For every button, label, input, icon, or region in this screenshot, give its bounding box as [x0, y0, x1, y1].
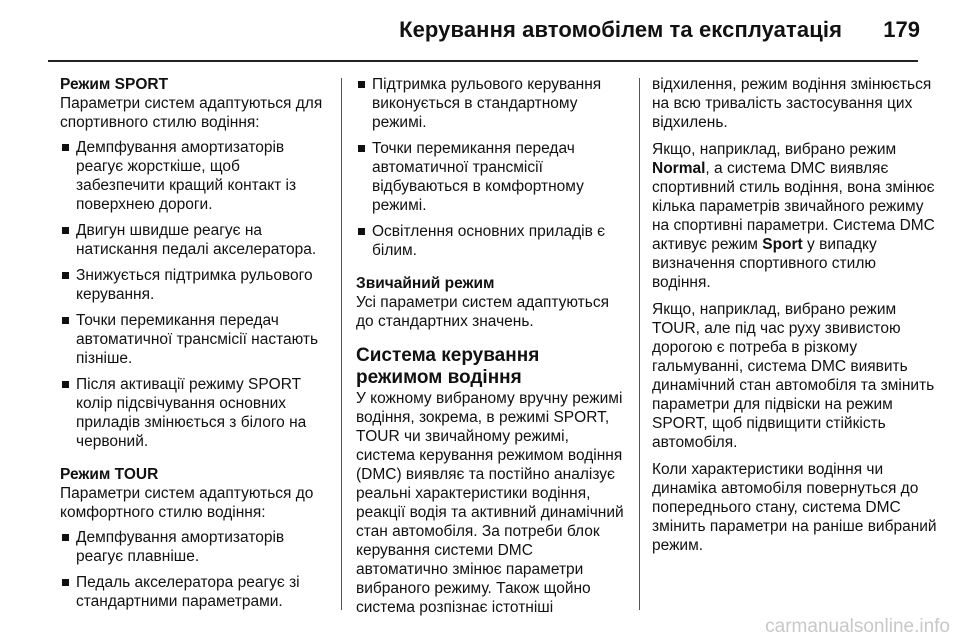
sport-intro: Параметри систем адаптуються для спортивного стилю водіння:: [60, 95, 323, 131]
column-3: [652, 75, 938, 563]
paragraph-normal-example: [652, 140, 938, 292]
text-run: Якщо, наприклад, вибрано режим: [652, 141, 897, 158]
tour-list-continued: [356, 75, 628, 260]
column-divider-1: [341, 78, 342, 610]
header-divider: [48, 60, 918, 62]
list-item: Точки перемикання передач автоматичної трансмісії відбуваються в комфортному режимі.: [356, 139, 628, 215]
normal-heading: Звичайний режим: [356, 275, 495, 292]
list-item: Після активації режиму SPORT колір підсвічування основних приладів змінюється з білого на червоний.: [60, 375, 328, 451]
section-tour: [60, 465, 328, 611]
list-item: Точки перемикання передач автоматичної трансмісії настають пізніше.: [60, 311, 328, 368]
text-run: , а система DMC виявляє спортивний стиль водіння, вона змінює кілька параметрів звичайного режиму на спортивні параметри. Система DMC активує режим: [652, 160, 935, 253]
control-text: У кожному вибраному вручну режимі водіння, зокрема, в режимі SPORT, TOUR чи звичайному режимі, система керування режимом водіння (DMC) виявляє та постійно аналізує реальні характеристики водіння, реакції водія та активний динамічний стан автомобіля. За потреби блок керування системи DMC автоматично змінює параметри вибраного режиму. Також щойно система розпізнає істотніші: [356, 390, 624, 616]
page-number: 179: [883, 17, 920, 42]
control-heading: Система керування режимом водіння: [356, 345, 540, 388]
tour-intro: Параметри систем адаптуються до комфортного стилю водіння:: [60, 485, 314, 521]
page-title: Керування автомобілем та експлуатація: [399, 17, 842, 42]
watermark: carmanualsonline.info: [765, 616, 950, 637]
section-normal: [356, 274, 628, 331]
normal-text: Усі параметри систем адаптуються до стандартних значень.: [356, 294, 609, 330]
sport-heading: Режим SPORT: [60, 76, 169, 93]
paragraph: Якщо, наприклад, вибрано режим TOUR, але під час руху звивистою дорогою є потреба в різкому гальмуванні, система DMC виявить динамічний стан автомобіля та змінить параметри для підвіски на режим SPORT, щоб підвищити стійкість автомобіля.: [652, 301, 935, 451]
list-item: Двигун швидше реагує на натискання педалі акселератора.: [60, 221, 328, 259]
list-item: Демпфування амортизаторів реагує плавніше.: [60, 528, 328, 566]
mode-normal-label: Normal: [652, 160, 706, 177]
page-header: [0, 0, 960, 62]
column-1: [60, 75, 328, 625]
section-sport: [60, 75, 328, 451]
tour-list: [60, 528, 328, 611]
text-run: у випадку визначення спортивного стилю водіння.: [652, 236, 877, 291]
column-2: [356, 75, 628, 617]
list-item: Підтримка рульового керування виконується в стандартному режимі.: [356, 75, 628, 132]
list-item: Демпфування амортизаторів реагує жорсткіше, щоб забезпечити кращий контакт із поверхнею дороги.: [60, 138, 328, 214]
list-item: Педаль акселератора реагує зі стандартними параметрами.: [60, 573, 328, 611]
column-divider-2: [639, 78, 640, 610]
sport-list: [60, 138, 328, 451]
tour-heading: Режим TOUR: [60, 466, 159, 483]
list-item: Знижується підтримка рульового керування.: [60, 266, 328, 304]
paragraph: відхилення, режим водіння змінюється на всю тривалість застосування цих відхилень.: [652, 76, 932, 131]
mode-sport-label: Sport: [762, 236, 803, 253]
section-control: [356, 345, 628, 617]
list-item: Освітлення основних приладів є білим.: [356, 222, 628, 260]
paragraph: Коли характеристики водіння чи динаміка автомобіля повернуться до попереднього стану, система DMC змінить параметри на раніше вибраний режим.: [652, 461, 937, 554]
